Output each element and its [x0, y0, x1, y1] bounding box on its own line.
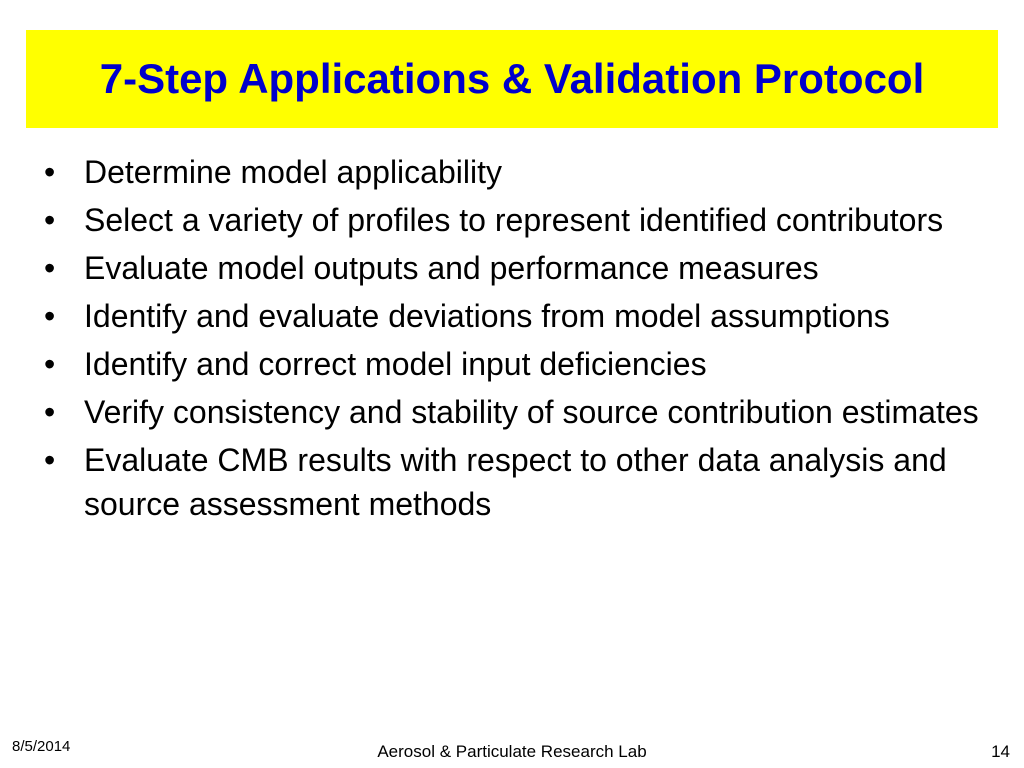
- bullet-item-3: [42, 246, 992, 290]
- bullet-item-4: [42, 294, 992, 338]
- bullet-item-7: [42, 438, 992, 526]
- bullet-item-2: [42, 198, 992, 242]
- bullet-text: Identify and correct model input deficiencies: [84, 346, 707, 382]
- bullet-item-6: [42, 390, 992, 434]
- bullet-text: Select a variety of profiles to represent identified contributors: [84, 202, 944, 238]
- footer-date: 8/5/2014: [12, 738, 71, 755]
- bullet-dot-icon: •: [44, 154, 56, 190]
- slide-title: 7-Step Applications & Validation Protocol: [99, 55, 925, 102]
- slide-title-banner: [26, 30, 998, 128]
- bullet-dot-icon: •: [44, 202, 56, 238]
- bullet-text: Determine model applicability: [84, 154, 502, 190]
- bullet-dot-icon: •: [44, 298, 56, 334]
- bullet-dot-icon: •: [44, 250, 56, 286]
- bullet-text: Verify consistency and stability of source contribution estimates: [84, 394, 979, 430]
- footer-organization: Aerosol & Particulate Research Lab: [377, 742, 647, 761]
- bullet-dot-icon: •: [44, 442, 56, 478]
- bullet-item-5: [42, 342, 992, 386]
- bullet-text: Evaluate CMB results with respect to other data analysis and source assessment methods: [84, 442, 947, 522]
- bullet-text: Evaluate model outputs and performance measures: [84, 250, 819, 286]
- page-number: 14: [991, 742, 1010, 761]
- bullet-text: Identify and evaluate deviations from model assumptions: [84, 298, 890, 334]
- bullet-list: [42, 150, 992, 530]
- bullet-dot-icon: •: [44, 346, 56, 382]
- bullet-item-1: [42, 150, 992, 194]
- bullet-dot-icon: •: [44, 394, 56, 430]
